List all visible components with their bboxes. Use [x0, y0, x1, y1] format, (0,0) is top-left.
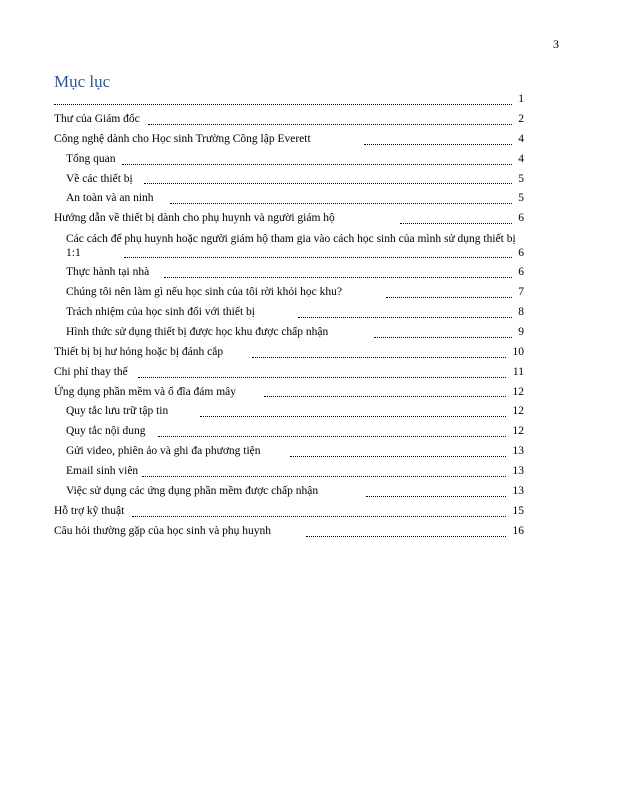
toc-entry-text: Email sinh viên [66, 465, 139, 478]
dot-leader [264, 396, 506, 397]
dot-leader [298, 317, 512, 318]
toc-entry-page: 11 [512, 365, 524, 378]
toc-entry[interactable] [54, 170, 524, 190]
dot-leader [374, 337, 512, 338]
toc-entry-text: An toàn và an ninh [66, 192, 154, 205]
toc-entry[interactable] [54, 263, 524, 283]
dot-leader [138, 377, 506, 378]
dot-leader [122, 164, 512, 165]
toc-entry[interactable] [54, 150, 524, 170]
toc-entry-page: 15 [512, 504, 524, 517]
dot-leader [148, 124, 512, 125]
toc-entry[interactable] [54, 422, 524, 442]
toc-entry-text: Về các thiết bị [66, 172, 133, 185]
toc-heading: Mục lục [54, 72, 111, 91]
toc-entry-text: Chi phí thay thế [54, 365, 128, 378]
toc-entry-text: Hình thức sử dụng thiết bị được học khu được chấp nhận [66, 325, 329, 338]
dot-leader [164, 277, 512, 278]
toc-entry-page: 13 [512, 445, 524, 458]
toc-entry-page: 13 [512, 465, 524, 478]
toc-entry-text: Ứng dụng phần mềm và ổ đĩa đám mây [54, 385, 237, 398]
toc-entry-text: Thiết bị bị hư hỏng hoặc bị đánh cắp [54, 345, 224, 358]
toc-entry[interactable] [54, 209, 524, 229]
toc-entry[interactable] [54, 323, 524, 343]
dot-leader [364, 144, 512, 145]
toc-entry-text: Trách nhiệm của học sinh đối với thiết bị [66, 306, 255, 319]
dot-leader [400, 223, 512, 224]
toc-entry[interactable] [54, 482, 524, 502]
toc-entry[interactable] [54, 522, 524, 542]
dot-leader [366, 496, 506, 497]
table-of-contents [54, 90, 524, 542]
toc-entry-page: 4 [518, 152, 524, 165]
toc-entry-text: Các cách để phụ huynh hoặc người giám hộ tham gia vào cách học sinh của mình sử dụng thiết bị 1:1 [66, 233, 516, 260]
toc-entry-page: 1 [518, 93, 524, 105]
toc-entry[interactable] [54, 283, 524, 303]
toc-entry-text: Công nghệ dành cho Học sinh Trường Công lập Everett [54, 132, 311, 145]
toc-entry-page: 5 [518, 192, 524, 205]
toc-entry-page: 6 [518, 266, 524, 279]
toc-entry-page: 12 [512, 385, 524, 398]
toc-entry-text: Thực hành tại nhà [66, 266, 150, 279]
toc-entry-text: Câu hỏi thường gặp của học sinh và phụ huynh [54, 524, 272, 537]
toc-entry-page: 12 [512, 405, 524, 418]
toc-entry-text: Chúng tôi nên làm gì nếu học sinh của tôi rời khỏi học khu? [66, 286, 342, 299]
toc-entry-page: 7 [518, 286, 524, 299]
dot-leader [200, 416, 506, 417]
toc-entry-page: 6 [518, 212, 524, 225]
dot-leader [54, 104, 512, 105]
dot-leader [290, 456, 506, 457]
dot-leader [132, 516, 506, 517]
toc-entry-text: Thư của Giám đốc [54, 112, 140, 125]
toc-entry-page: 5 [518, 172, 524, 185]
dot-leader [142, 476, 506, 477]
toc-entry-text: Gửi video, phiên ảo và ghi đa phương tiện [66, 445, 261, 458]
toc-entry-text: Hỗ trợ kỹ thuật [54, 504, 125, 517]
toc-entry[interactable] [54, 110, 524, 130]
toc-entry-page: 4 [518, 132, 524, 145]
toc-entry-text: Hướng dẫn về thiết bị dành cho phụ huynh và người giám hộ [54, 212, 335, 225]
toc-entry-page: 16 [512, 524, 524, 537]
dot-leader [386, 297, 512, 298]
toc-entry[interactable] [54, 402, 524, 422]
toc-entry[interactable] [54, 189, 524, 209]
page-number: 3 [553, 37, 559, 51]
dot-leader [170, 203, 512, 204]
toc-entry[interactable] [54, 303, 524, 323]
toc-entry[interactable] [54, 90, 524, 110]
toc-entry-page: 6 [518, 247, 524, 260]
toc-entry-page: 2 [518, 112, 524, 125]
toc-entry-text: Quy tắc lưu trữ tập tin [66, 405, 169, 418]
toc-entry[interactable] [54, 462, 524, 482]
toc-entry[interactable] [54, 130, 524, 150]
toc-entry-page: 10 [512, 345, 524, 358]
dot-leader [124, 257, 512, 258]
toc-entry[interactable] [54, 502, 524, 522]
toc-entry[interactable] [54, 383, 524, 403]
toc-entry-page: 9 [518, 325, 524, 338]
dot-leader [252, 357, 506, 358]
toc-entry-text: Việc sử dụng các ứng dụng phần mềm được chấp nhận [66, 485, 319, 498]
toc-entry-text: Tổng quan [66, 152, 116, 165]
toc-entry-text: Quy tắc nội dung [66, 425, 146, 438]
toc-entry-page: 13 [512, 485, 524, 498]
dot-leader [144, 183, 512, 184]
toc-entry-page: 8 [518, 306, 524, 319]
toc-entry[interactable] [54, 343, 524, 363]
toc-entry-page: 12 [512, 425, 524, 438]
dot-leader [158, 436, 506, 437]
dot-leader [306, 536, 506, 537]
toc-entry[interactable] [54, 229, 524, 263]
toc-entry[interactable] [54, 442, 524, 462]
toc-entry[interactable] [54, 363, 524, 383]
